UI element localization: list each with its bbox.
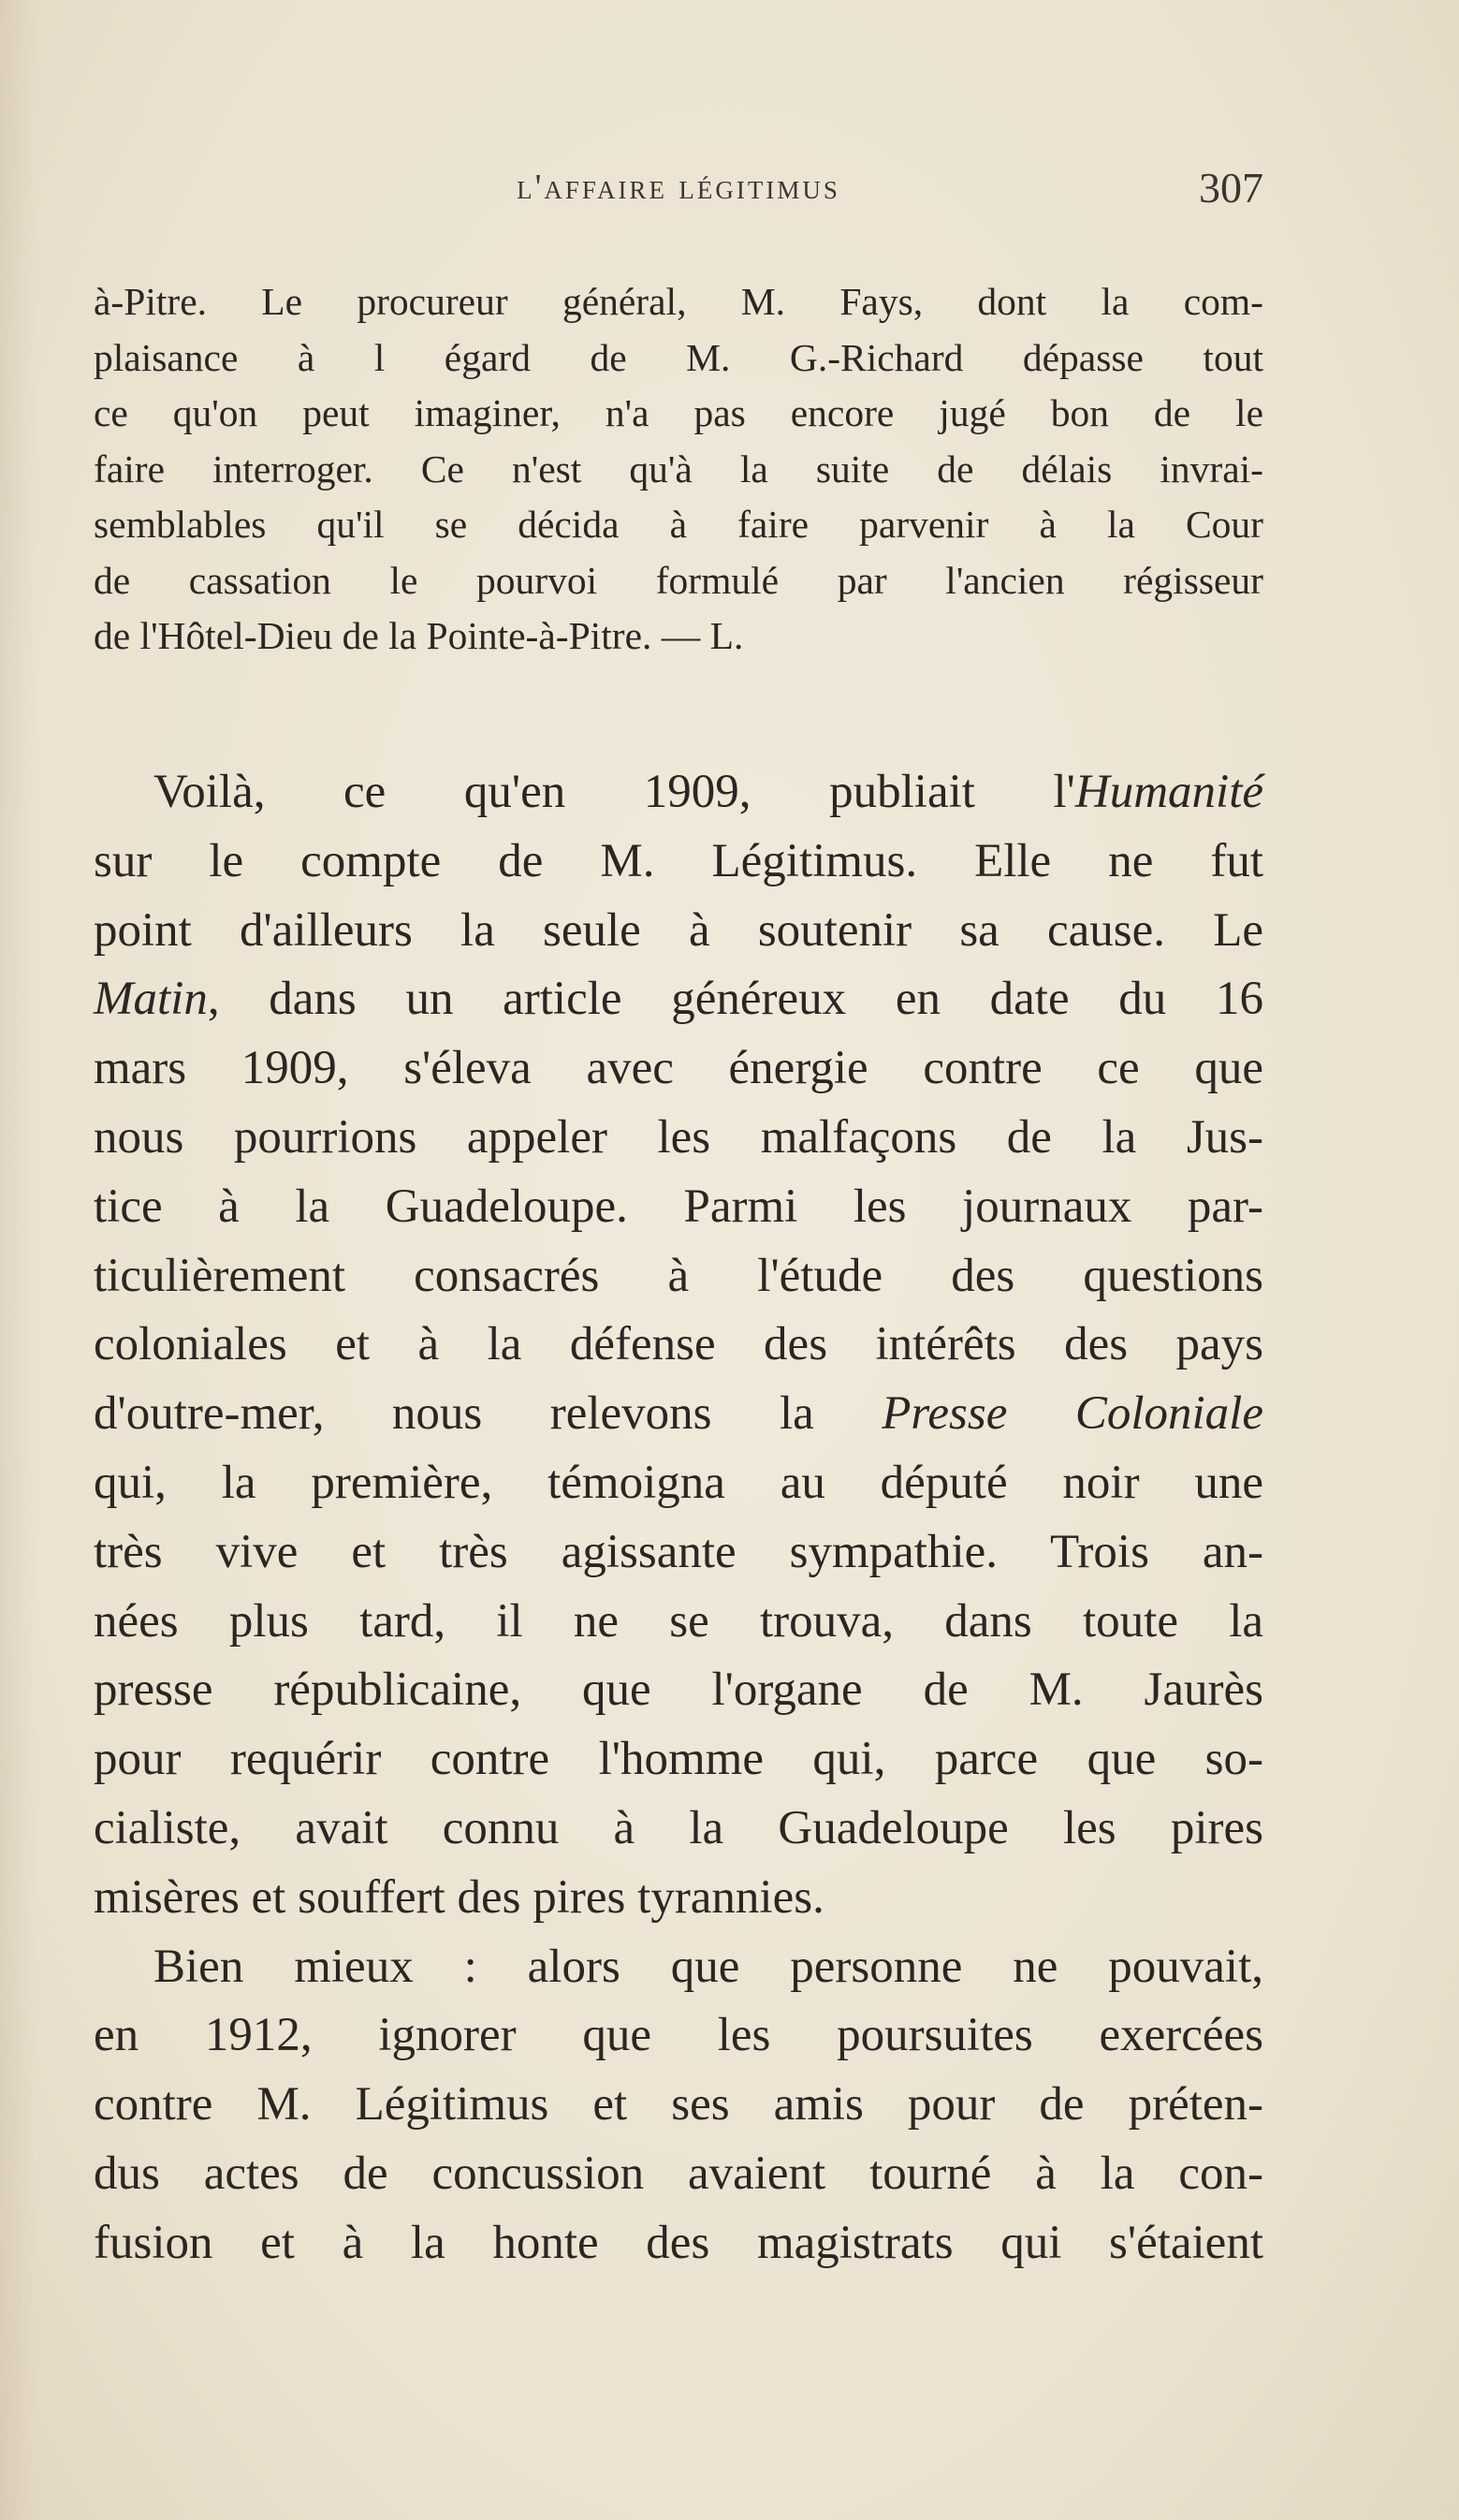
paragraph-line: pour requérir contre l'homme qui, parce que so- bbox=[94, 1733, 1263, 1786]
quote-line: ce qu'on peut imaginer, n'a pas encore jugé bon de le bbox=[94, 391, 1263, 434]
paragraph-line: tice à la Guadeloupe. Parmi les journaux par- bbox=[94, 1179, 1263, 1233]
paragraph-line: qui, la première, témoigna au député noir une bbox=[94, 1456, 1263, 1509]
paragraph-line: contre M. Légitimus et ses amis pour de préten- bbox=[94, 2078, 1263, 2132]
quote-line: de cassation le pourvoi formulé par l'ancien régisseur bbox=[94, 558, 1263, 602]
quoted-passage bbox=[94, 274, 1263, 665]
paragraph-line: Bien mieux : alors que personne ne pouvait, bbox=[153, 1940, 1263, 1993]
paragraph-line: très vive et très agissante sympathie. Trois an- bbox=[94, 1525, 1263, 1578]
paragraph-line bbox=[94, 758, 1263, 828]
paragraph-line: misères et souffert des pires tyrannies. bbox=[94, 1870, 824, 1924]
newspaper-title: Humanité bbox=[1074, 766, 1263, 818]
paragraph-line: coloniales et à la défense des intérêts des pays bbox=[94, 1318, 1263, 1371]
paragraph-line: fusion et à la honte des magistrats qui s'étaient bbox=[94, 2216, 1263, 2269]
body-text bbox=[94, 758, 1263, 2278]
paragraph-line: mars 1909, s'éleva avec énergie contre ce que bbox=[94, 1042, 1263, 1095]
newspaper-title: Presse Coloniale bbox=[882, 1387, 1263, 1441]
line-text: Voilà, ce qu'en 1909, publiait l' bbox=[153, 766, 1075, 818]
quote-line: semblables qu'il se décida à faire parvenir à la Cour bbox=[94, 503, 1263, 546]
newspaper-title: Matin bbox=[94, 973, 208, 1026]
quote-line: de l'Hôtel-Dieu de la Pointe-à-Pitre. — L. bbox=[94, 614, 744, 657]
page-number: 307 bbox=[1199, 164, 1263, 212]
paragraph-line bbox=[94, 1380, 1263, 1449]
paragraph-line: sur le compte de M. Légitimus. Elle ne fut bbox=[94, 834, 1263, 887]
paragraph-2 bbox=[94, 1933, 1263, 2278]
paragraph-line: point d'ailleurs la seule à soutenir sa cause. Le bbox=[94, 903, 1263, 957]
line-text: , dans un article généreux en date du 16 bbox=[207, 973, 1263, 1026]
running-title: l'affaire légitimus bbox=[517, 168, 840, 207]
paragraph-line: presse républicaine, que l'organe de M. Jaurès bbox=[94, 1663, 1263, 1717]
paragraph-line: en 1912, ignorer que les poursuites exercées bbox=[94, 2009, 1263, 2062]
line-text: d'outre-mer, nous relevons la bbox=[94, 1387, 883, 1441]
paragraph-line: cialiste, avait connu à la Guadeloupe les pires bbox=[94, 1801, 1263, 1854]
paragraph-line: dus actes de concussion avaient tourné à la con- bbox=[94, 2146, 1263, 2200]
paragraph-line bbox=[94, 965, 1263, 1034]
quote-line: faire interroger. Ce n'est qu'à la suite de délais invrai- bbox=[94, 447, 1263, 491]
page-edge-shadow bbox=[0, 0, 37, 2520]
quote-line: à-Pitre. Le procureur général, M. Fays, dont la com- bbox=[94, 280, 1263, 323]
paragraph-line: nous pourrions appeler les malfaçons de la Jus- bbox=[94, 1110, 1263, 1164]
running-head bbox=[94, 164, 1263, 223]
paragraph-line: ticulièrement consacrés à l'étude des questions bbox=[94, 1249, 1263, 1302]
quote-line: plaisance à l égard de M. G.-Richard dépasse tout bbox=[94, 335, 1263, 379]
paragraph-line: nées plus tard, il ne se trouva, dans toute la bbox=[94, 1594, 1263, 1648]
paragraph-1 bbox=[94, 758, 1263, 1933]
